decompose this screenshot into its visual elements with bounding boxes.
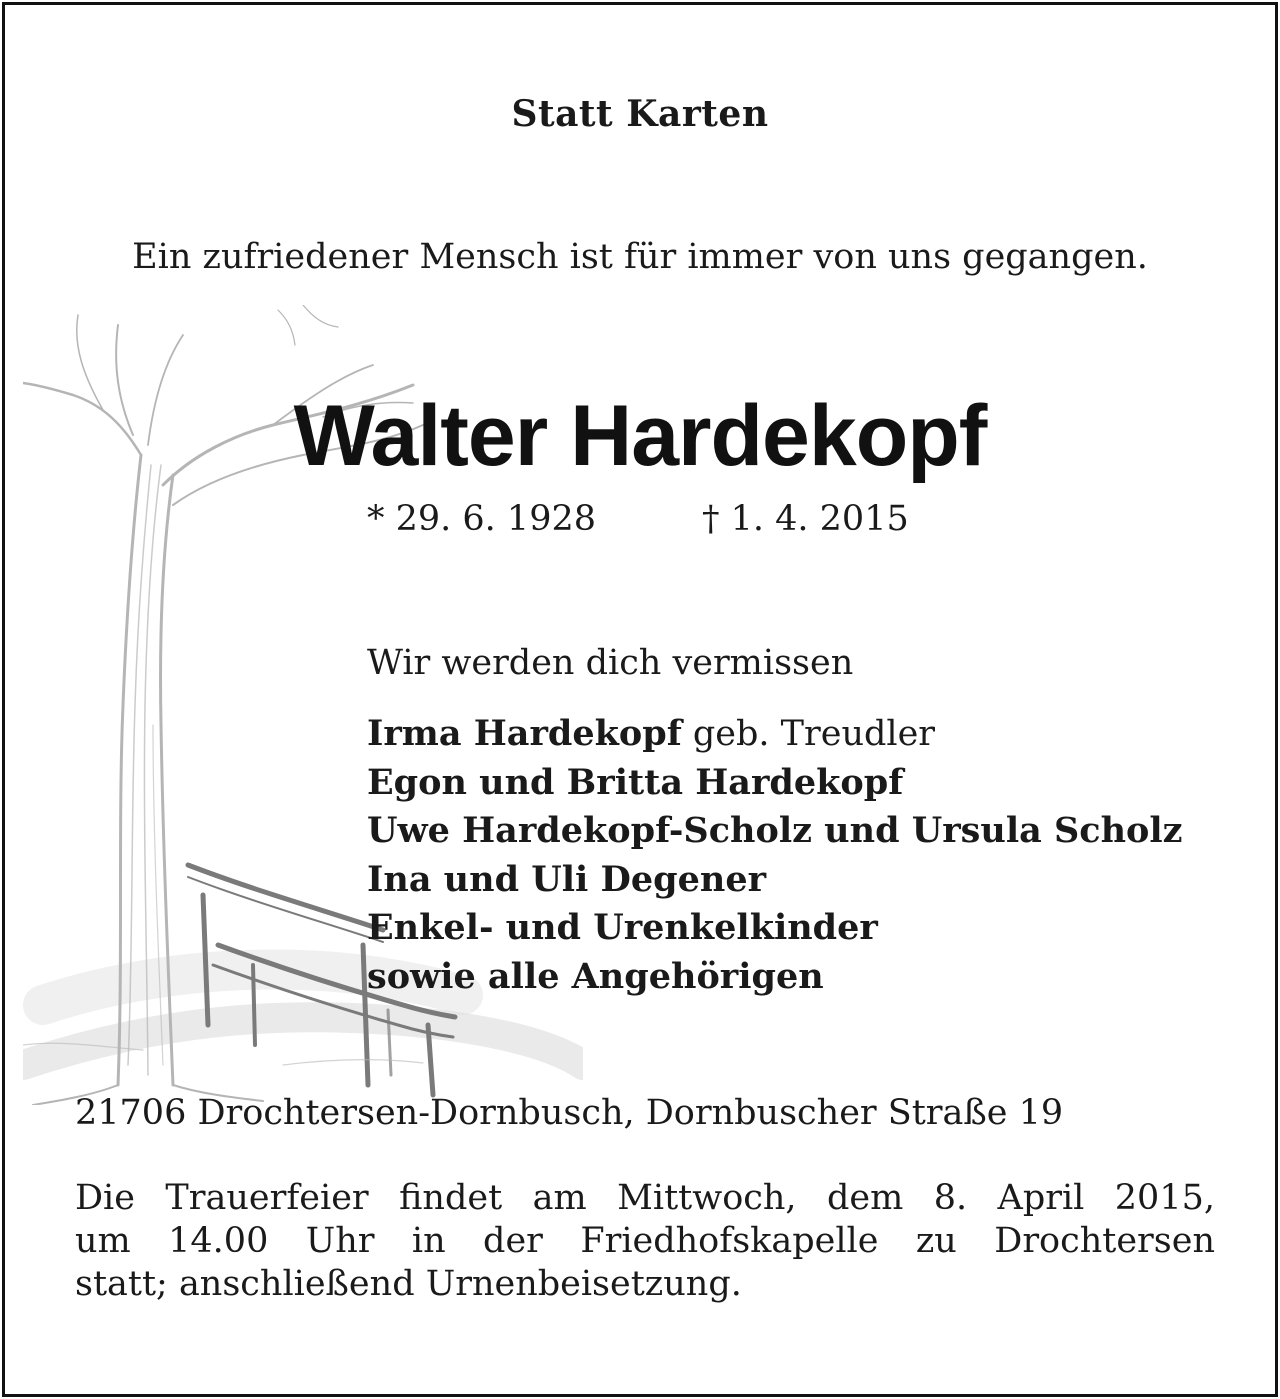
mourner-line: Ina und Uli Degener xyxy=(367,858,767,900)
ceremony-line: um 14.00 Uhr in der Friedhofskapelle zu Drochtersen xyxy=(75,1221,1215,1261)
farewell-text: Wir werden dich vermissen xyxy=(367,643,854,683)
address: 21706 Drochtersen-Dornbusch, Dornbuscher Straße 19 xyxy=(75,1093,1064,1133)
ceremony-info xyxy=(75,1177,1215,1306)
ceremony-line: statt; anschließend Urnenbeisetzung. xyxy=(75,1264,742,1304)
birth-date: * 29. 6. 1928 xyxy=(367,499,597,539)
notice-header: Statt Karten xyxy=(511,93,769,135)
mourners-list xyxy=(367,710,1183,1001)
obituary-notice xyxy=(2,2,1278,1397)
deceased-name: Walter Hardekopf xyxy=(293,388,987,484)
mourner-line: sowie alle Angehörigen xyxy=(367,955,824,997)
life-dates xyxy=(367,499,909,539)
mourner-line: Enkel- und Urenkelkinder xyxy=(367,907,878,948)
mourner-line: Irma Hardekopf geb. Treudler xyxy=(367,713,936,754)
intro-text: Ein zufriedener Mensch ist für immer von uns gegangen. xyxy=(132,237,1148,277)
mourner-line: Uwe Hardekopf-Scholz und Ursula Scholz xyxy=(367,810,1183,851)
death-date: † 1. 4. 2015 xyxy=(702,499,909,539)
ceremony-line: Die Trauerfeier findet am Mittwoch, dem 8. April 2015, xyxy=(75,1178,1215,1218)
mourner-line: Egon und Britta Hardekopf xyxy=(367,761,904,803)
